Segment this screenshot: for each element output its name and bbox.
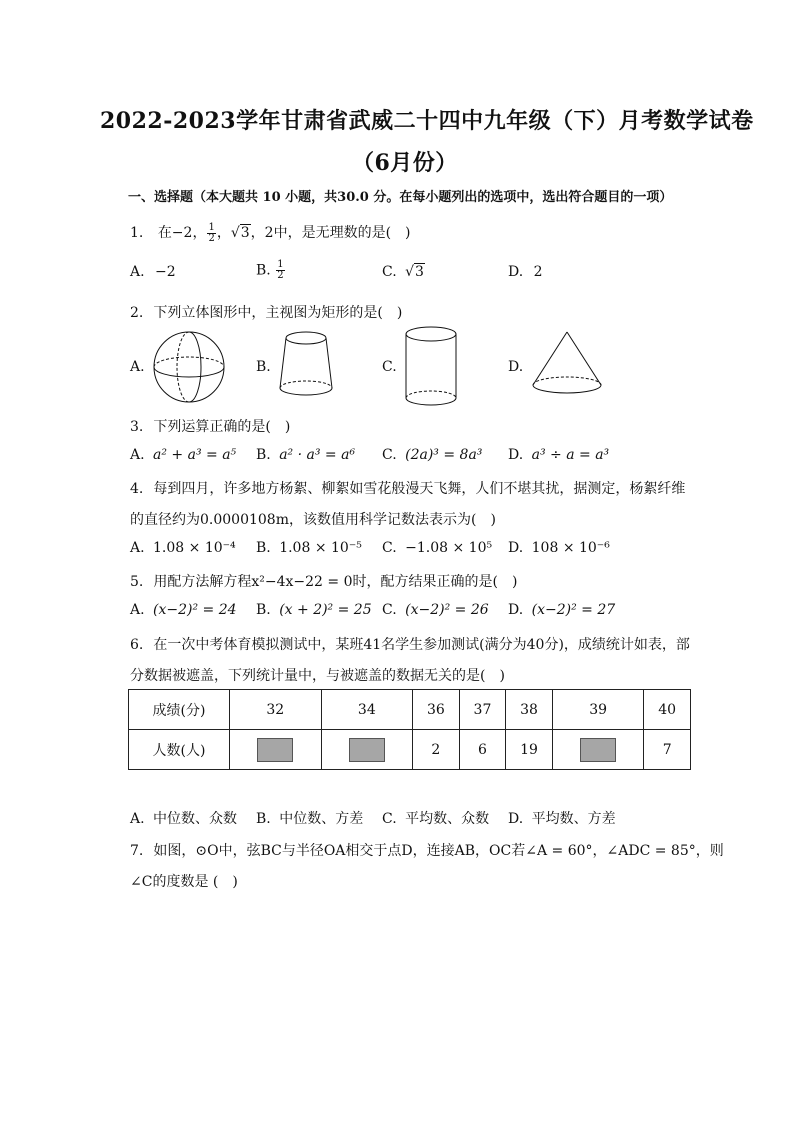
q4-option-c[interactable]: C. −1.08 × 10⁵: [382, 540, 493, 556]
question-text: 在−2，: [157, 225, 207, 241]
q6-option-d[interactable]: D. 平均数、方差: [508, 811, 616, 827]
question-text: ，2中，是无理数的是( ): [250, 225, 411, 241]
table-row: [129, 690, 691, 730]
table-cell: [552, 730, 644, 770]
q3-option-a[interactable]: A. a² + a³ = a⁵: [130, 447, 237, 463]
question-number: 3.: [130, 419, 144, 435]
table-cell: [321, 730, 413, 770]
q6-option-c[interactable]: C. 平均数、众数: [382, 811, 490, 827]
q3-option-c[interactable]: C. (2a)³ = 8a³: [382, 447, 483, 463]
page-subtitle: （6月份）: [352, 150, 458, 176]
question-6-cont: 分数据被遮盖，下列统计量中，与被遮盖的数据无关的是( ): [130, 668, 505, 684]
question-text: 用配方法解方程x²−4x−22 = 0时，配方结果正确的是( ): [153, 574, 518, 590]
q1-option-a[interactable]: A. −2: [130, 264, 176, 280]
question-text: 下列立体图形中，主视图为矩形的是( ): [153, 305, 403, 321]
question-text: 每到四月，许多地方杨絮、柳絮如雪花般漫天飞舞，人们不堪其扰，据测定，杨絮纤维: [153, 481, 686, 497]
cone-icon: [530, 330, 604, 396]
table-cell: 7: [644, 730, 691, 770]
fraction: $\frac{1}{2}$: [277, 259, 284, 281]
page-title: 2022-2023学年甘肃省武威二十四中九年级（下）月考数学试卷: [100, 108, 754, 134]
q2-option-a[interactable]: A.: [130, 359, 145, 375]
q2-option-b[interactable]: B.: [256, 359, 271, 375]
table-cell: 39: [552, 690, 644, 730]
q5-option-c[interactable]: C. (x−2)² = 26: [382, 602, 489, 618]
question-1: [130, 222, 411, 244]
q5-option-b[interactable]: B. (x + 2)² = 25: [256, 602, 372, 618]
section-header: 一、选择题（本大题共 10 小题，共30.0 分。在每小题列出的选项中，选出符合题目的一项）: [128, 190, 673, 205]
q2-option-d[interactable]: D.: [508, 359, 524, 375]
question-3: [130, 416, 290, 436]
q3-option-d[interactable]: D. a³ ÷ a = a³: [508, 447, 610, 463]
question-6: [130, 634, 690, 654]
table-cell: 人数(人): [129, 730, 230, 770]
sqrt-expression: √3: [230, 225, 250, 241]
cylinder-icon: [404, 326, 458, 408]
table-cell: 38: [506, 690, 553, 730]
q6-option-b[interactable]: B. 中位数、方差: [256, 811, 364, 827]
q4-option-d[interactable]: D. 108 × 10⁻⁶: [508, 540, 610, 556]
frustum-icon: [278, 330, 334, 396]
score-table: [128, 689, 691, 770]
q6-option-a[interactable]: A. 中位数、众数: [130, 811, 238, 827]
q5-option-d[interactable]: D. (x−2)² = 27: [508, 602, 616, 618]
question-text: 如图，⊙O中，弦BC与半径OA相交于点D，连接AB，OC若∠A = 60°，∠ADC = 85°，则: [153, 843, 724, 859]
table-cell: 成绩(分): [129, 690, 230, 730]
table-cell: 40: [644, 690, 691, 730]
q1-option-d[interactable]: D. 2: [508, 264, 543, 280]
question-number: 5.: [130, 574, 144, 590]
question-2: [130, 302, 402, 322]
table-row: [129, 730, 691, 770]
covered-cell: [580, 738, 616, 762]
q5-option-a[interactable]: A. (x−2)² = 24: [130, 602, 237, 618]
table-cell: [230, 730, 322, 770]
question-text: ，: [216, 225, 231, 241]
table-cell: 32: [230, 690, 322, 730]
fraction: $\frac{1}{2}$: [208, 221, 215, 244]
question-5: [130, 571, 517, 591]
table-cell: 34: [321, 690, 413, 730]
question-number: 2.: [130, 305, 144, 321]
table-cell: 19: [506, 730, 553, 770]
question-number: 1.: [130, 225, 144, 241]
covered-cell: [349, 738, 385, 762]
table-cell: 2: [413, 730, 460, 770]
table-cell: 36: [413, 690, 460, 730]
q1-option-b[interactable]: B. $\frac{1}{2}$: [256, 259, 284, 281]
q3-option-b[interactable]: B. a² · a³ = a⁶: [256, 447, 356, 463]
question-4-cont: 的直径约为0.0000108m，该数值用科学记数法表示为( ): [130, 512, 496, 528]
q1-option-c[interactable]: C. √3: [382, 264, 424, 280]
q4-option-a[interactable]: A. 1.08 × 10⁻⁴: [130, 540, 236, 556]
covered-cell: [257, 738, 293, 762]
sphere-icon: [152, 330, 226, 404]
question-7: [130, 840, 724, 860]
question-7-cont: ∠C的度数是 ( ): [130, 874, 238, 890]
table-cell: 6: [459, 730, 506, 770]
question-4: [130, 478, 685, 498]
question-text: 在一次中考体育模拟测试中，某班41名学生参加测试(满分为40分)，成绩统计如表，部: [153, 637, 690, 653]
question-number: 6.: [130, 637, 144, 653]
table-cell: 37: [459, 690, 506, 730]
q2-option-c[interactable]: C.: [382, 359, 397, 375]
question-number: 4.: [130, 481, 144, 497]
question-text: 下列运算正确的是( ): [153, 419, 291, 435]
question-number: 7.: [130, 843, 144, 859]
q4-option-b[interactable]: B. 1.08 × 10⁻⁵: [256, 540, 362, 556]
